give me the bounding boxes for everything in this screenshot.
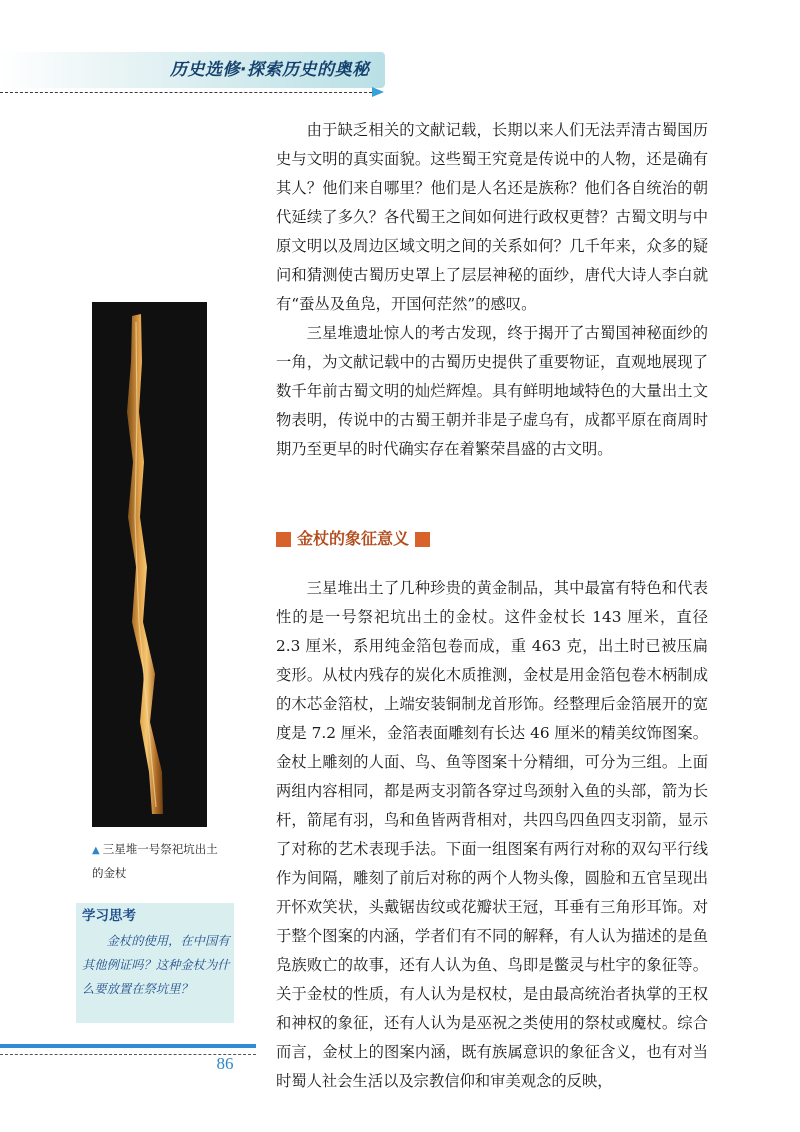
golden-staff-image [92, 302, 207, 827]
paragraph: 三星堆遗址惊人的考古发现，终于揭开了古蜀国神秘面纱的一角，为文献记载中的古蜀历史提供了重要物证，直观地展现了数千年前古蜀文明的灿烂辉煌。具有鲜明地域特色的大量出土文物表明，传说中的古蜀王朝并非是子虚乌有，成都平原在商周时期乃至更早的时代确实存在着繁荣昌盛的古文明。 [276, 324, 708, 458]
study-reflection-body: 金杖的使用，在中国有其他例证吗？这种金杖为什么要放置在祭坑里？ [82, 934, 230, 996]
paragraph: 三星堆出土了几种珍贵的黄金制品，其中最富有特色和代表性的是一号祭祀坑出土的金杖。这件金杖长 143 厘米，直径 2.3 厘米，系用纯金箔包卷而成，重 463 克，出土时已被压扁变形。从杖内残存的炭化木质推测，金杖是用金箔包卷木柄制成的木芯金箔杖，上端安装铜制龙首形饰。经整理后金箔展开的宽度是 7.2 厘米，金箔表面雕刻有长达 46 厘米的精美纹饰图案。金杖上雕刻的人面、鸟、鱼等图案十分精细，可分为三组。上面两组内容相同，都是两支羽箭各穿过鸟颈射入鱼的头部，箭为长杆，箭尾有羽，鸟和鱼皆两背相对，共四鸟四鱼四支羽箭，显示了对称的艺术表现手法。下面一组图案有两行对称的双勾平行线作为间隔，雕刻了前后对称的两个人物头像，圆脸和五官呈现出开怀欢笑状，头戴锯齿纹或花瓣状王冠，耳垂有三角形耳饰。对于整个图案的内涵，学者们有不同的解释，有人认为描述的是鱼凫族败亡的故事，还有人认为鱼、鸟即是鳖灵与杜宇的象征等。关于金杖的性质，有人认为是权杖，是由最高统治者执掌的王权和神权的象征，还有人认为是巫祝之类使用的祭杖或魔杖。综合而言，金杖上的图案内涵，既有族属意识的象征含义，也有对当时蜀人社会生活以及宗教信仰和审美观念的反映， [276, 579, 708, 1090]
figure-caption-text: 三星堆一号祭祀坑出土的金杖 [92, 842, 218, 880]
square-bullet-icon [276, 532, 291, 547]
golden-staff-photo [92, 302, 207, 827]
section-text-block [276, 574, 708, 1096]
running-header-title: 历史选修·探索历史的奥秘 [170, 60, 370, 80]
study-reflection-box [76, 903, 234, 1023]
section-heading [276, 524, 708, 554]
square-bullet-icon [415, 532, 430, 547]
study-reflection-title: 学习思考 [82, 908, 136, 924]
page-number: 86 [216, 1054, 234, 1073]
intro-text-block [276, 116, 708, 464]
section-heading-text: 金杖的象征意义 [297, 529, 410, 548]
header-arrow-icon [372, 87, 384, 97]
paragraph: 由于缺乏相关的文献记载，长期以来人们无法弄清古蜀国历史与文明的真实面貌。这些蜀王究竟是传说中的人物，还是确有其人？他们来自哪里？他们是人名还是族称？他们各自统治的朝代延续了多久？各代蜀王之间如何进行政权更替？古蜀文明与中原文明以及周边区域文明之间的关系如何？几千年来，众多的疑问和猜测使古蜀历史罩上了层层神秘的面纱，唐代大诗人李白就有“蚕丛及鱼凫，开国何茫然”的感叹。 [276, 121, 708, 313]
triangle-marker-icon: ▲ [92, 845, 100, 856]
figure-caption [92, 838, 222, 884]
header-dashed-rule [0, 92, 372, 93]
footer-blue-bar [0, 1044, 256, 1048]
